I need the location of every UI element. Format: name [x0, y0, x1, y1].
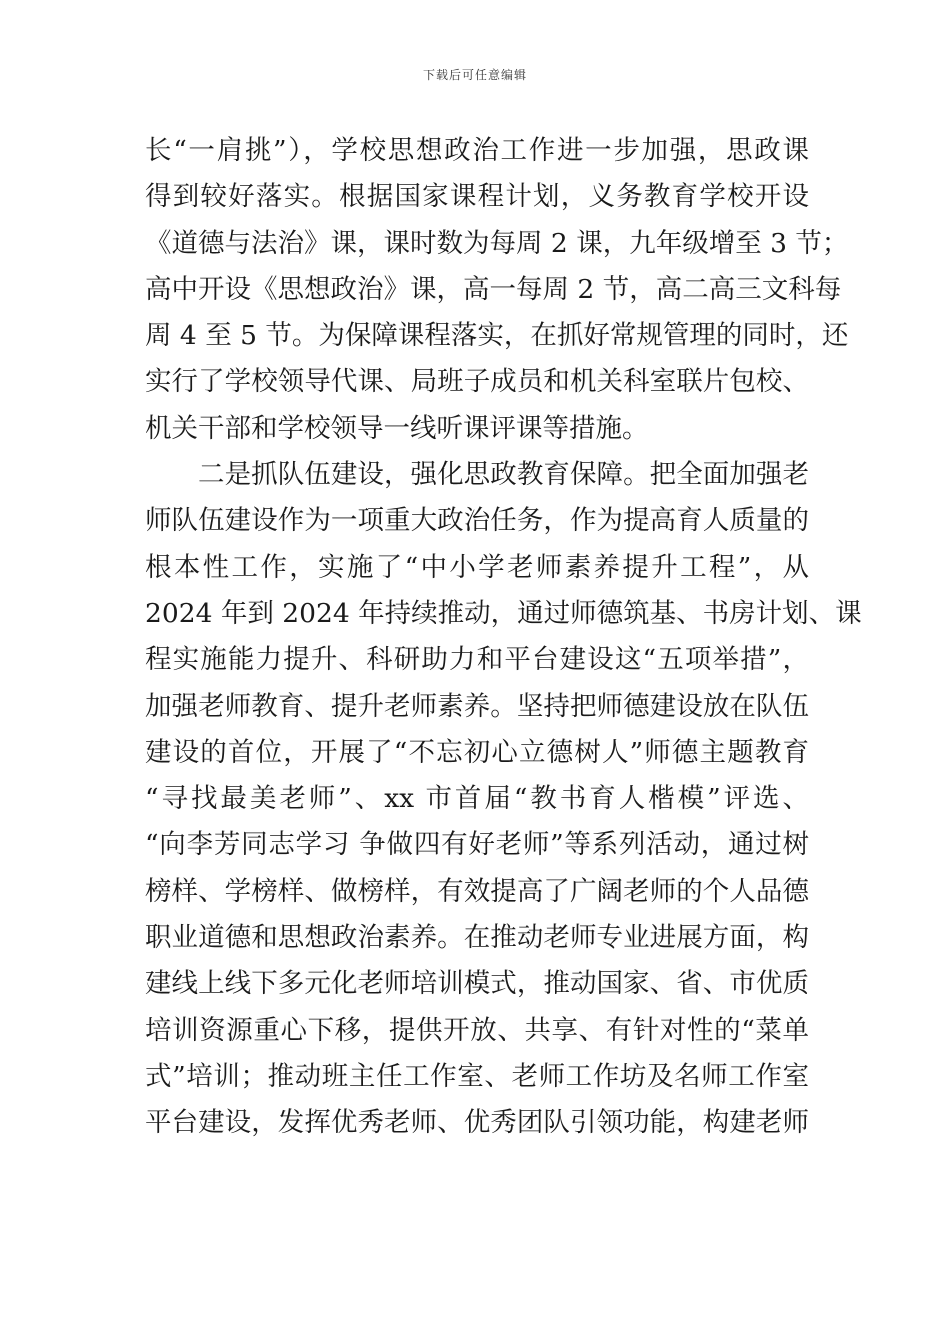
- page-header: 下载后可任意编辑: [422, 68, 527, 82]
- text-line: 建设的首位，开展了“不忘初心立德树人”师德主题教育: [145, 736, 809, 768]
- text-line: 榜样、学榜样、做榜样，有效提高了广阔老师的个人品德: [145, 875, 809, 907]
- text-line: 建线上线下多元化老师培训模式，推动国家、省、市优质: [145, 968, 809, 1000]
- text-line: 师队伍建设作为一项重大政治任务，作为提高育人质量的: [145, 505, 809, 537]
- text-line: 职业道德和思想政治素养。在推动老师专业进展方面，构: [145, 922, 809, 954]
- text-line: 加强老师教育、提升老师素养。坚持把师德建设放在队伍: [145, 690, 809, 722]
- text-line: “向李芳同志学习 争做四有好老师”等系列活动，通过树: [145, 829, 809, 861]
- text-line: 机关干部和学校领导一线听课评课等措施。: [145, 412, 649, 444]
- text-line: 培训资源重心下移，提供开放、共享、有针对性的“菜单: [145, 1014, 809, 1046]
- text-line: 根本性工作，实施了“中小学老师素养提升工程”，从: [145, 551, 809, 583]
- text-line: 实行了学校领导代课、局班子成员和机关科室联片包校、: [145, 366, 809, 398]
- paragraph: [145, 452, 862, 1146]
- text-line: 周 4 至 5 节。为保障课程落实，在抓好常规管理的同时，还: [145, 320, 849, 352]
- text-line: 《道德与法治》课，课时数为每周 2 课，九年级增至 3 节；: [145, 227, 849, 259]
- text-line: 得到较好落实。根据国家课程计划，义务教育学校开设: [145, 181, 809, 213]
- text-line: 2024 年到 2024 年持续推动，通过师德筑基、书房计划、课: [145, 597, 862, 629]
- text-line: 长“一肩挑”），学校思想政治工作进一步加强，思政课: [145, 135, 809, 166]
- document-body: [145, 128, 862, 1147]
- text-line: 高中开设《思想政治》课，高一每周 2 节，高二高三文科每: [145, 273, 842, 305]
- paragraph: [145, 128, 849, 452]
- text-line: 平台建设，发挥优秀老师、优秀团队引领功能，构建老师: [145, 1107, 809, 1139]
- text-line: 式”培训；推动班主任工作室、老师工作坊及名师工作室: [145, 1060, 809, 1092]
- text-line: “寻找最美老师”、xx 市首届“教书育人楷模”评选、: [145, 783, 809, 815]
- text-line: 二是抓队伍建设，强化思政教育保障。把全面加强老: [198, 459, 809, 491]
- text-line: 程实施能力提升、科研助力和平台建设这“五项举措”，: [145, 644, 809, 676]
